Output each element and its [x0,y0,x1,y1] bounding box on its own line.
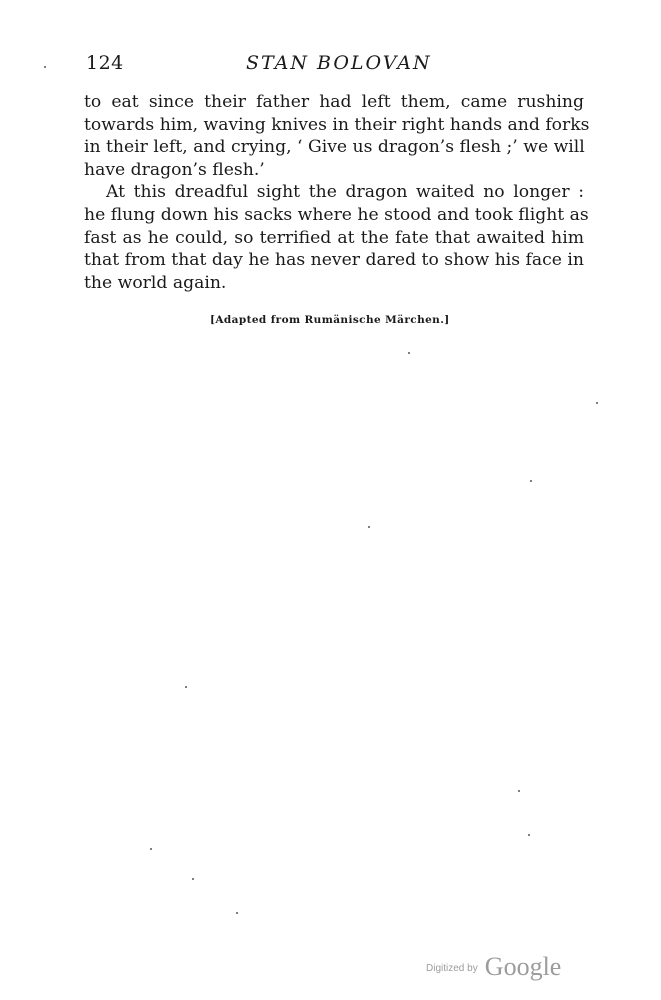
scan-speck [192,878,194,880]
google-logo: Google [484,952,562,981]
scan-speck [408,352,410,354]
text-line: he flung down his sacks where he stood and took flight as [84,204,589,225]
watermark-prefix: Digitized by [426,963,478,974]
digitization-watermark [426,952,561,982]
page-header [86,52,586,82]
scan-speck [368,526,370,528]
text-line: At this dreadful sight the dragon waited no longer : [106,182,584,203]
text-line: that from that day he has never dared to show his face in [84,250,584,271]
scan-speck [518,790,520,792]
page-number: 124 [86,52,124,74]
text-line: towards him, waving knives in their right hands and forks [84,114,590,135]
text-line: to eat since their father had left them, came rushing [84,92,584,112]
scan-speck [530,480,532,482]
scan-speck [596,402,598,404]
running-title: STAN BOLOVAN [246,52,432,74]
body-text [84,91,590,294]
scan-speck [150,848,152,850]
paragraph-2 [84,181,589,294]
text-line: have dragon’s flesh.’ [84,159,265,180]
paragraph-1 [84,91,590,181]
scan-speck [44,66,46,68]
text-line: the world again. [84,272,227,293]
scan-speck [236,912,238,914]
text-line: fast as he could, so terrified at the fate that awaited him [84,227,584,248]
scan-speck [185,686,187,688]
scan-speck [528,834,530,836]
text-line: in their left, and crying, ‘ Give us dragon’s flesh ;’ we will [84,137,585,158]
source-attribution: [Adapted from Rumänische Märchen.] [210,314,450,326]
